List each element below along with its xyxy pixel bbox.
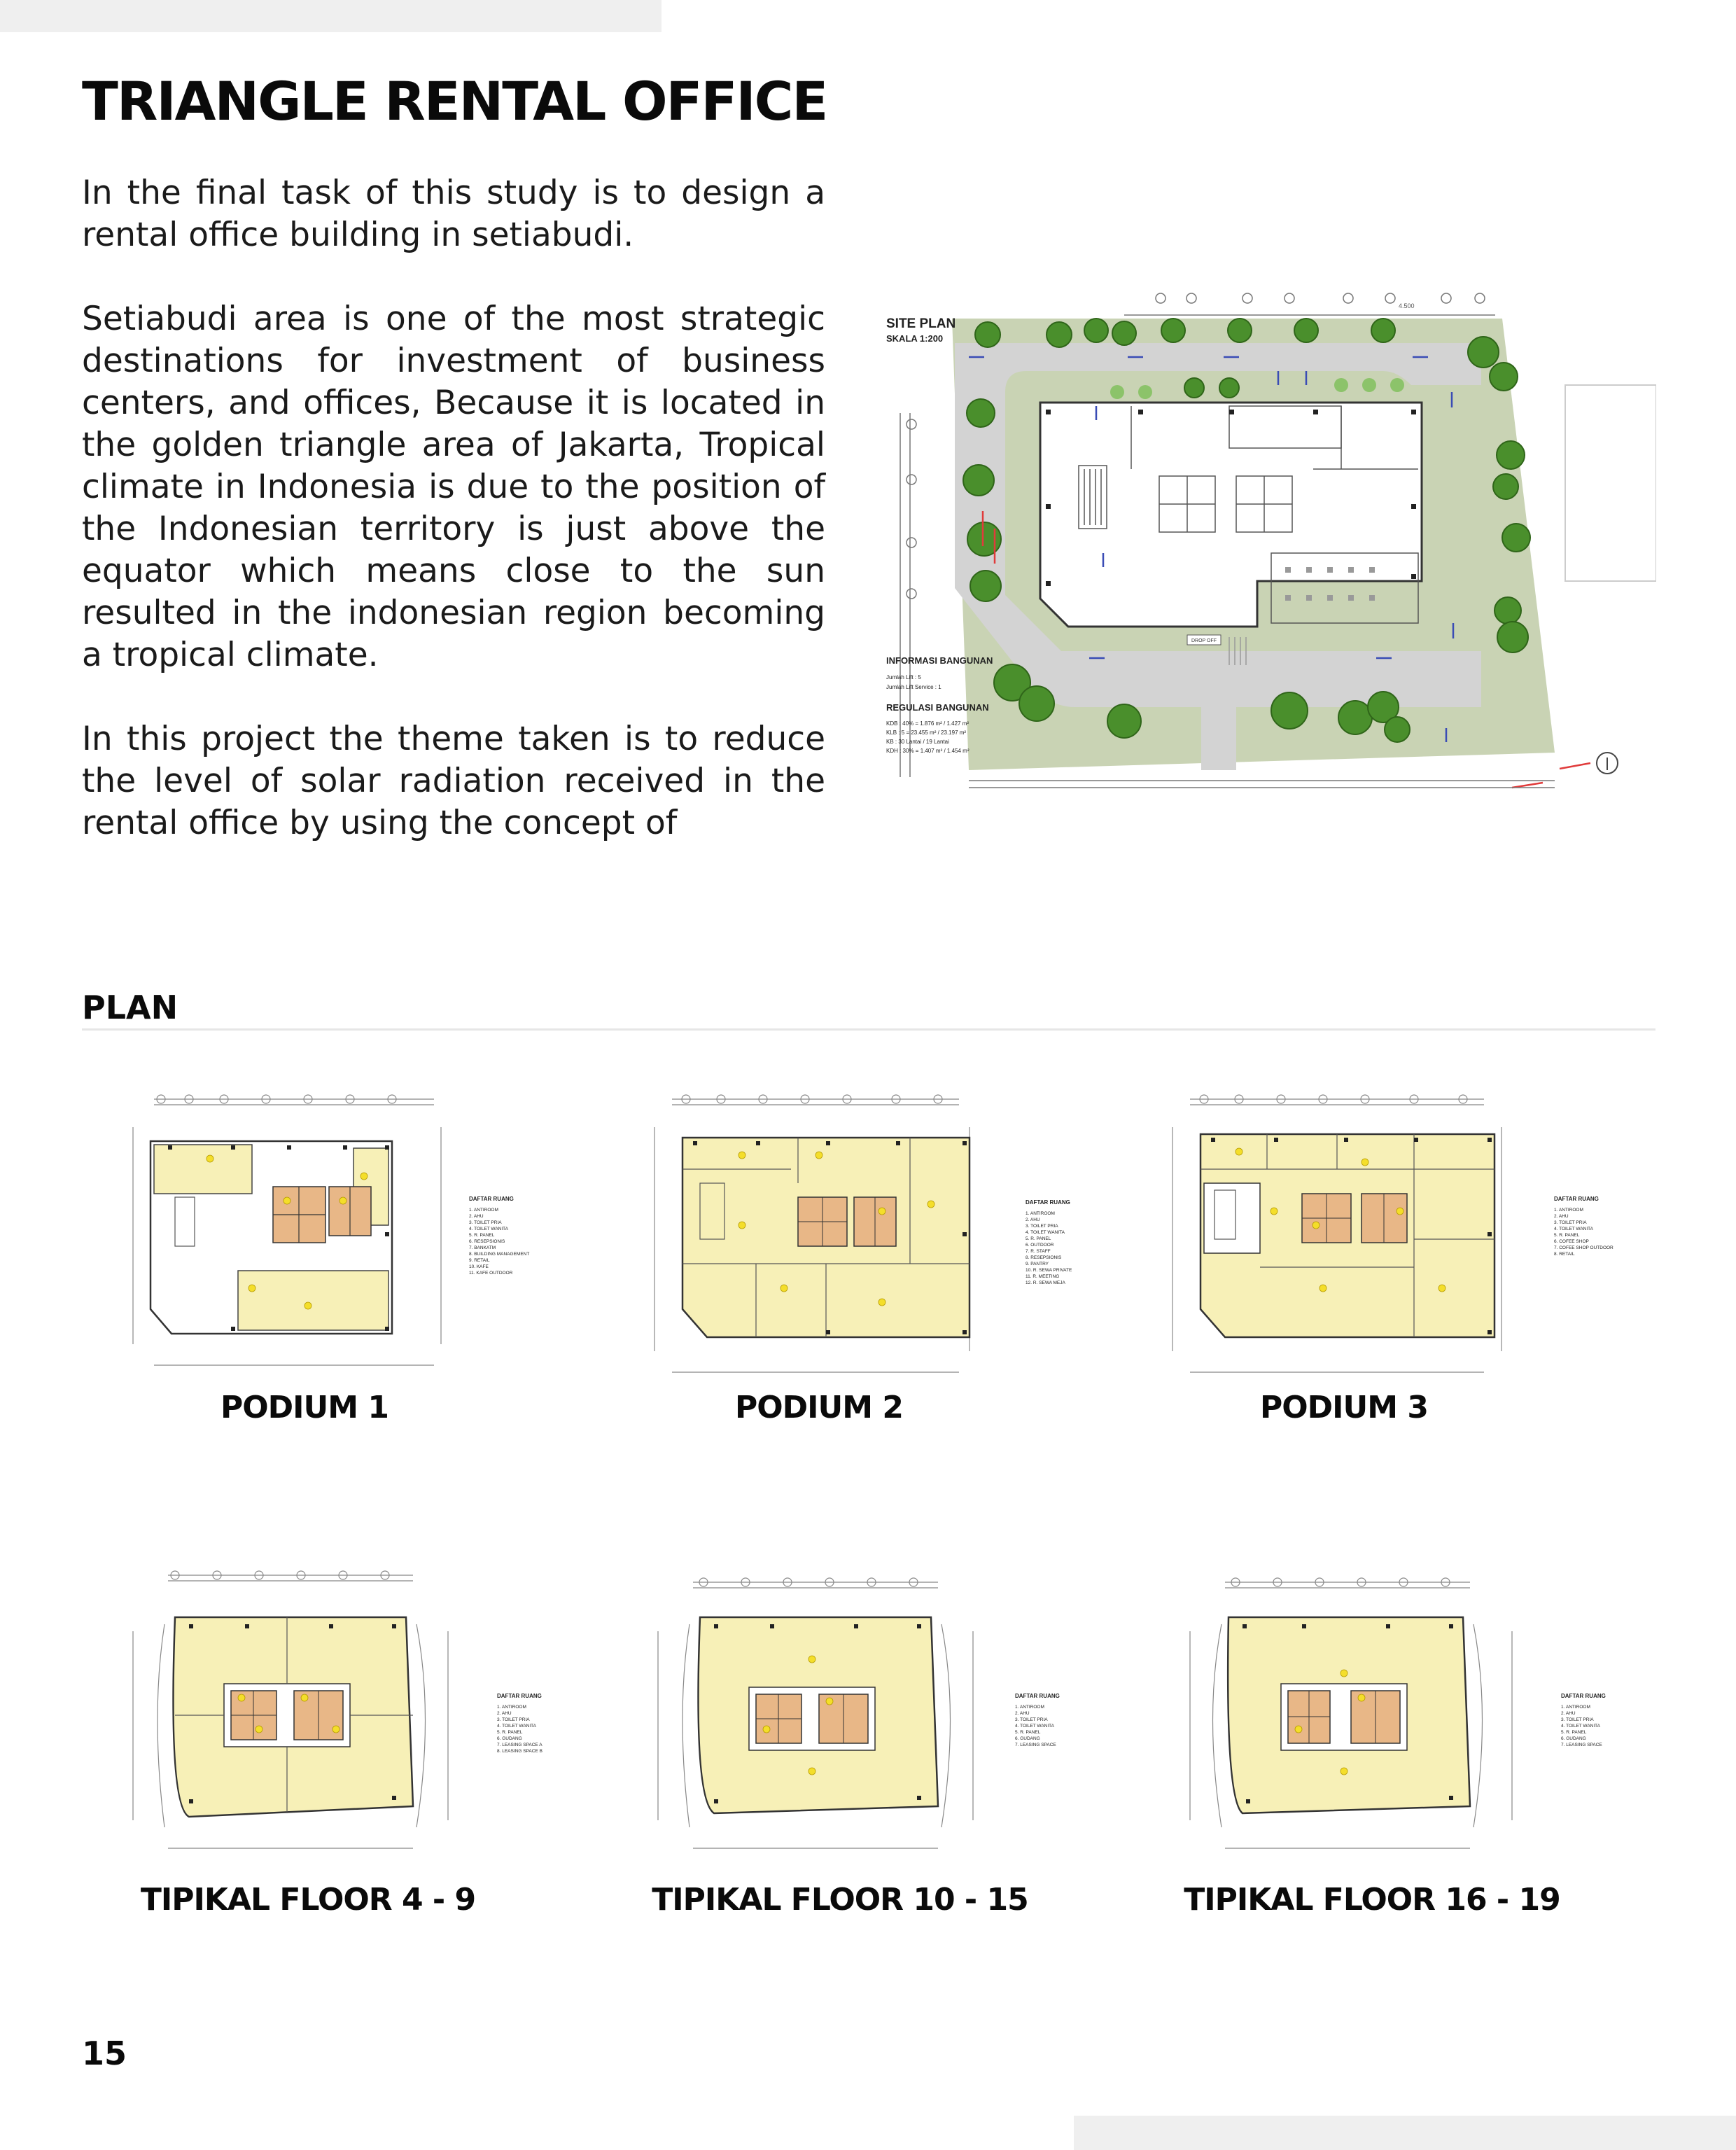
- svg-text:DAFTAR RUANG: DAFTAR RUANG: [1026, 1199, 1070, 1206]
- svg-text:6. GUDANG: 6. GUDANG: [1561, 1736, 1586, 1741]
- svg-text:DAFTAR RUANG: DAFTAR RUANG: [1561, 1693, 1606, 1699]
- svg-text:REGULASI BANGUNAN: REGULASI BANGUNAN: [886, 702, 989, 713]
- svg-text:3. TOILET PRIA: 3. TOILET PRIA: [1561, 1717, 1594, 1722]
- intro-paragraph: In the final task of this study is to design a rental office building in setiabudi.: [82, 174, 825, 254]
- svg-text:12. R. SEWA MEJA: 12. R. SEWA MEJA: [1026, 1280, 1065, 1285]
- svg-text:4.500: 4.500: [1399, 302, 1415, 309]
- site-plan-drawing: [865, 287, 1656, 811]
- svg-text:DAFTAR RUANG: DAFTAR RUANG: [1554, 1196, 1599, 1202]
- svg-text:6. RESEPSIONIS: 6. RESEPSIONIS: [469, 1239, 505, 1244]
- svg-text:8. LEASING SPACE B: 8. LEASING SPACE B: [497, 1749, 542, 1754]
- svg-text:11. KAFE OUTDOOR: 11. KAFE OUTDOOR: [469, 1271, 513, 1276]
- svg-text:DAFTAR RUANG: DAFTAR RUANG: [469, 1196, 514, 1202]
- intro-paragraph: In this project the theme taken is to reduce the level of solar radiation received in the rental office by using the concept of: [82, 720, 825, 842]
- svg-text:KLB : 5 = 23.455 m² / 23.197 m: KLB : 5 = 23.455 m² / 23.197 m²: [886, 730, 967, 736]
- svg-text:5. R. PANEL: 5. R. PANEL: [469, 1233, 495, 1238]
- svg-text:DAFTAR RUANG: DAFTAR RUANG: [497, 1693, 542, 1699]
- svg-text:Jumlah Lift Service : 1: Jumlah Lift Service : 1: [886, 684, 941, 690]
- svg-text:KDH : 30% = 1.407 m² / 1.454 m: KDH : 30% = 1.407 m² / 1.454 m²: [886, 748, 969, 754]
- svg-text:1. ANTIROOM: 1. ANTIROOM: [469, 1208, 498, 1213]
- page-number: 15: [82, 2034, 127, 2072]
- svg-text:7. BANKATM: 7. BANKATM: [469, 1245, 496, 1250]
- svg-text:KDB : 40% = 1.876 m² / 1.427 m: KDB : 40% = 1.876 m² / 1.427 m²: [886, 720, 969, 727]
- svg-text:Jumlah Lift : 5: Jumlah Lift : 5: [886, 674, 921, 680]
- svg-text:2. AHU: 2. AHU: [1554, 1214, 1569, 1219]
- floor-plan-podium-3: [1134, 1078, 1659, 1386]
- svg-text:5. R. PANEL: 5. R. PANEL: [1015, 1730, 1041, 1735]
- svg-text:SITE PLAN: SITE PLAN: [886, 316, 956, 331]
- svg-text:10. KAFE: 10. KAFE: [469, 1264, 489, 1269]
- svg-text:5. R. PANEL: 5. R. PANEL: [1561, 1730, 1587, 1735]
- floor-plan-tipikal-16-19: [1120, 1540, 1666, 1876]
- svg-text:2. AHU: 2. AHU: [497, 1711, 512, 1716]
- plan-divider: [82, 1028, 1656, 1031]
- svg-text:6. GUDANG: 6. GUDANG: [497, 1736, 522, 1741]
- svg-text:8. BUILDING MANAGEMENT: 8. BUILDING MANAGEMENT: [469, 1252, 530, 1257]
- svg-text:7. LEASING SPACE: 7. LEASING SPACE: [1015, 1743, 1056, 1747]
- svg-text:3. TOILET PRIA: 3. TOILET PRIA: [497, 1717, 530, 1722]
- svg-text:2. AHU: 2. AHU: [1561, 1711, 1576, 1716]
- svg-text:7. COFEE SHOP OUTDOOR: 7. COFEE SHOP OUTDOOR: [1554, 1245, 1614, 1250]
- svg-text:SKALA 1:200: SKALA 1:200: [886, 333, 944, 344]
- svg-text:INFORMASI BANGUNAN: INFORMASI BANGUNAN: [886, 655, 993, 666]
- footer-decor-bar: [1074, 2116, 1736, 2150]
- svg-text:7. R. STAFF: 7. R. STAFF: [1026, 1249, 1051, 1254]
- floor-plan-label: TIPIKAL FLOOR 4 - 9: [140, 1882, 476, 1918]
- svg-text:3. TOILET PRIA: 3. TOILET PRIA: [469, 1220, 502, 1225]
- intro-paragraph: Setiabudi area is one of the most strategic destinations for investment of business centers, and offices, Because it is located in the golden triangle area of Jakarta, Tropical climate in Indonesia is due to the position of the Indonesian territory is just above the equator which means close to the sun resulted in the indonesian region becoming a tropical climate.: [82, 300, 825, 674]
- svg-text:5. R. PANEL: 5. R. PANEL: [497, 1730, 523, 1735]
- floor-plan-label: PODIUM 1: [220, 1390, 388, 1425]
- svg-text:DROP OFF: DROP OFF: [1191, 638, 1217, 643]
- svg-text:4. TOILET WANITA: 4. TOILET WANITA: [1554, 1227, 1593, 1231]
- floor-plan-tipikal-4-9: [84, 1540, 602, 1876]
- svg-text:2. AHU: 2. AHU: [1026, 1217, 1040, 1222]
- svg-text:KB : 30 Lantai / 19 Lantai: KB : 30 Lantai / 19 Lantai: [886, 739, 949, 745]
- floor-plan-podium-2: [616, 1078, 1120, 1386]
- svg-text:8. RESEPSIONIS: 8. RESEPSIONIS: [1026, 1255, 1062, 1260]
- svg-text:5. R. PANEL: 5. R. PANEL: [1554, 1233, 1580, 1238]
- floor-plan-label: PODIUM 3: [1260, 1390, 1428, 1425]
- svg-text:5. R. PANEL: 5. R. PANEL: [1026, 1236, 1051, 1241]
- plan-section-heading: PLAN: [82, 989, 178, 1026]
- svg-text:10. R. SEWA PRIVATE: 10. R. SEWA PRIVATE: [1026, 1268, 1072, 1273]
- svg-text:1. ANTIROOM: 1. ANTIROOM: [1561, 1705, 1590, 1710]
- page-title: TRIANGLE RENTAL OFFICE: [82, 70, 827, 132]
- svg-text:9. PANTRY: 9. PANTRY: [1026, 1262, 1049, 1266]
- svg-text:4. TOILET WANITA: 4. TOILET WANITA: [1026, 1230, 1065, 1235]
- svg-text:3. TOILET PRIA: 3. TOILET PRIA: [1026, 1224, 1058, 1229]
- svg-text:4. TOILET WANITA: 4. TOILET WANITA: [1561, 1724, 1600, 1729]
- svg-text:6. OUTDOOR: 6. OUTDOOR: [1026, 1243, 1054, 1248]
- svg-text:1. ANTIROOM: 1. ANTIROOM: [1026, 1211, 1055, 1216]
- floor-plan-tipikal-10-15: [602, 1540, 1120, 1876]
- svg-text:9. RETAIL: 9. RETAIL: [469, 1258, 490, 1263]
- svg-text:4. TOILET WANITA: 4. TOILET WANITA: [1015, 1724, 1054, 1729]
- svg-text:1. ANTIROOM: 1. ANTIROOM: [1554, 1208, 1583, 1213]
- svg-text:3. TOILET PRIA: 3. TOILET PRIA: [1015, 1717, 1048, 1722]
- svg-text:11. R. MEETING: 11. R. MEETING: [1026, 1274, 1060, 1279]
- svg-text:7. LEASING SPACE A: 7. LEASING SPACE A: [497, 1743, 542, 1747]
- svg-text:3. TOILET PRIA: 3. TOILET PRIA: [1554, 1220, 1587, 1225]
- floor-plan-label: PODIUM 2: [735, 1390, 903, 1425]
- svg-text:2. AHU: 2. AHU: [1015, 1711, 1030, 1716]
- svg-text:6. GUDANG: 6. GUDANG: [1015, 1736, 1040, 1741]
- svg-text:2. AHU: 2. AHU: [469, 1214, 484, 1219]
- intro-text: [82, 172, 825, 886]
- svg-text:7. LEASING SPACE: 7. LEASING SPACE: [1561, 1743, 1602, 1747]
- svg-text:1. ANTIROOM: 1. ANTIROOM: [1015, 1705, 1044, 1710]
- svg-text:1. ANTIROOM: 1. ANTIROOM: [497, 1705, 526, 1710]
- svg-text:8. RETAIL: 8. RETAIL: [1554, 1252, 1575, 1257]
- svg-text:DAFTAR RUANG: DAFTAR RUANG: [1015, 1693, 1060, 1699]
- header-decor-bar: [0, 0, 662, 32]
- floor-plan-label: TIPIKAL FLOOR 16 - 19: [1184, 1882, 1560, 1918]
- svg-text:4. TOILET WANITA: 4. TOILET WANITA: [497, 1724, 536, 1729]
- floor-plan-podium-1: [105, 1078, 609, 1386]
- svg-text:4. TOILET WANITA: 4. TOILET WANITA: [469, 1227, 508, 1231]
- svg-text:6. COFEE SHOP: 6. COFEE SHOP: [1554, 1239, 1589, 1244]
- floor-plan-label: TIPIKAL FLOOR 10 - 15: [652, 1882, 1028, 1918]
